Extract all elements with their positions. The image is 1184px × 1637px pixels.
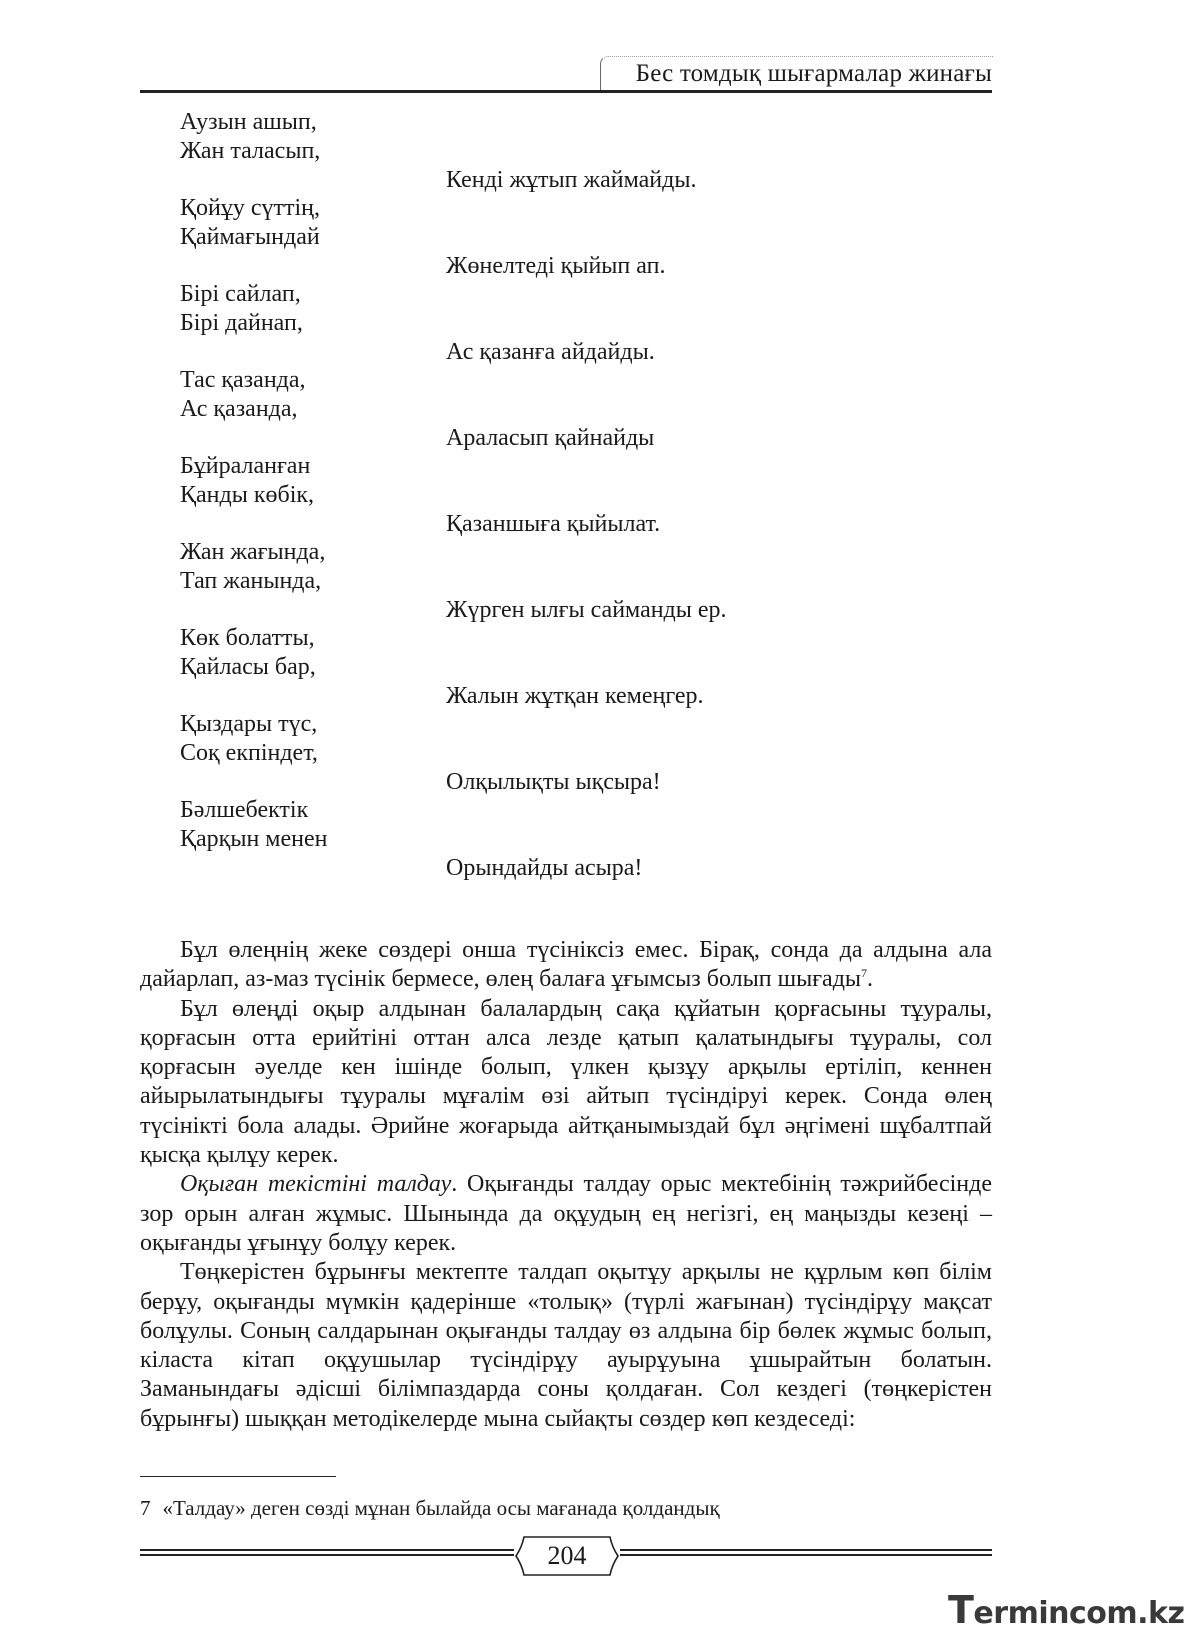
- watermark-text: ermincom.kz: [973, 1596, 1184, 1631]
- paragraph-text: . Оқығанды талдау орыс мектебінің тәжрийбесінде зор орын алған жұмыс. Шынында да оқұудың ең негізгі, ең маңызды кезеңі – оқығанды ұғынұу болұу керек.: [140, 1171, 992, 1256]
- poem-line: Тап жанында,: [180, 568, 322, 594]
- poem-line-refrain: Жөнелтеді қыйып ап.: [446, 253, 666, 279]
- paragraph: [140, 936, 992, 995]
- footnote-number: 7: [140, 1496, 151, 1520]
- page-number: 204: [547, 1541, 587, 1570]
- poem-line: Қойұу сүттің,: [180, 195, 320, 221]
- poem-line: Көк болатты,: [180, 625, 315, 651]
- poem-line: Ас қазанда,: [180, 396, 298, 422]
- paragraph: Төңкерістен бұрынғы мектепте талдап оқытұу арқылы не құрлым көп білім берұу, оқығанды мүмкін қадерінше «толық» (түрлі жағынан) түсіндірұу мақсат болұулы. Соның салдарынан оқығанды талдау өз алдына бір бөлек жұмыс болып, кіласта кітап оқұушылар түсіндірұу ауырұуына ұшырайтын болатын. Заманындағы әдісші білімпаздарда соны қолдаған. Сол кездегі (төңкерістен бұрынғы) шыққан методікелерде мына сыйақты сөздер көп кездеседі:: [140, 1259, 992, 1432]
- poem-line: Жан таласып,: [180, 138, 321, 164]
- poem-line-refrain: Орындайды асыра!: [446, 855, 643, 881]
- poem-line: Қайласы бар,: [180, 654, 316, 680]
- poem-line-refrain: Араласып қайнайды: [446, 425, 655, 451]
- poem-line-refrain: Ас қазанға айдайды.: [446, 339, 655, 365]
- poem-line-refrain: Жалын жұтқан кемеңгер.: [446, 683, 704, 709]
- poem-line: Бұйраланған: [180, 453, 311, 479]
- footnote: [140, 1496, 720, 1521]
- folio-rule-left: [140, 1549, 514, 1556]
- poem-line: Жан жағында,: [180, 539, 326, 565]
- paragraph-text: Бұл өлеңнің жеке сөздері онша түсініксіз емес. Бірақ, сонда да алдына ала дайарлап, аз-маз түсінік бермесе, өлең балаға ұғымсыз болып шығады: [140, 937, 992, 993]
- paragraph: Бұл өлеңді оқыр алдынан балалардың сақа құйатын қорғасыны тұуралы, қорғасын отта ерийтіні оттан алса лезде қатып қалатындығы тұуралы, сол қорғасын әуелде кен ішінде болып, үлкен қызұу арқылы ертіліп, кеннен айырылатындығы тұуралы мұғалім өзі айтып түсіндіруі керек. Сонда өлең түсінікті бола алады. Әрийне жоғарыда айтқанымыздай бұл әңгімені шұбалтпай қысқа қылұу керек.: [140, 995, 992, 1169]
- footnote-rule: [140, 1476, 336, 1477]
- body-text: [140, 936, 992, 1434]
- watermark-initial: T: [948, 1588, 974, 1632]
- poem-line: Аузын ашып,: [180, 109, 317, 135]
- poem-line: Соқ екпіндет,: [180, 740, 318, 766]
- footnote-ref[interactable]: 7: [861, 966, 868, 981]
- poem-line-refrain: Қазаншыға қыйылат.: [446, 511, 661, 537]
- poem-line: Қанды көбік,: [180, 482, 315, 508]
- poem-line-refrain: Жүрген ылғы сайманды ер.: [446, 597, 727, 623]
- footnote-text: «Талдау» деген сөзді мұнан былайда осы мағанада қолдандық: [162, 1496, 720, 1520]
- poem-line: Бірі сайлап,: [180, 281, 301, 307]
- paragraph-text: .: [867, 966, 874, 993]
- poem-line: Қыздары түс,: [180, 711, 318, 737]
- poem-line-refrain: Олқылықты ықсыра!: [446, 769, 661, 795]
- poem-line: Қаймағындай: [180, 224, 320, 250]
- poem-line: Бірі дайнап,: [180, 310, 303, 336]
- poem-line: Бәлшебектік: [180, 797, 309, 823]
- section-heading-italic: Оқыған текістіні талдау: [180, 1171, 452, 1198]
- folio-rule-right: [620, 1549, 992, 1556]
- poem-line: Тас қазанда,: [180, 367, 306, 393]
- page-number-frame: [514, 1535, 620, 1577]
- header-rule: [140, 90, 992, 93]
- watermark-logo: [948, 1588, 1184, 1632]
- paragraph: [140, 1170, 992, 1258]
- poem-line: Қарқын менен: [180, 826, 328, 852]
- poem-line-refrain: Кенді жұтып жаймайды.: [446, 167, 697, 193]
- running-header-title: Бес томдық шығармалар жинағы: [635, 60, 992, 87]
